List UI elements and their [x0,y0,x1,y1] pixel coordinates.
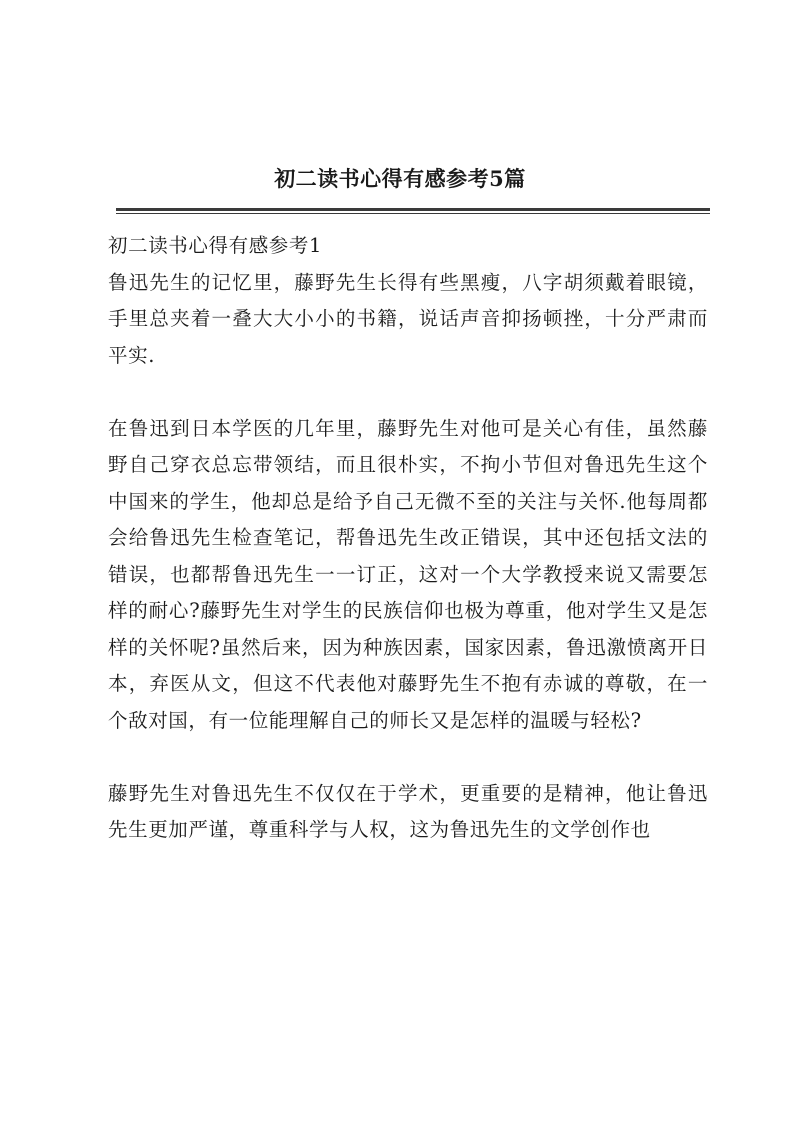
paragraph: 鲁迅先生的记忆里，藤野先生长得有些黑瘦，八字胡须戴着眼镜，手里总夹着一叠大大小小的书籍，说话声音抑扬顿挫，十分严肃而平实. [108,270,708,367]
paragraph-spacer [108,374,708,411]
paragraph: 在鲁迅到日本学医的几年里，藤野先生对他可是关心有佳，虽然藤野自己穿衣总忘带领结，而且很朴实，不拘小节但对鲁迅先生这个中国来的学生，他却总是给予自己无微不至的关注与关怀.他每周都会给鲁迅先生检查笔记，帮鲁迅先生改正错误，其中还包括文法的错误，也都帮鲁迅先生一一订正，这对一个大学教授来说又需要怎样的耐心?藤野先生对学生的民族信仰也极为尊重，他对学生又是怎样的关怀呢?虽然后来，因为种族因素，国家因素，鲁迅激愤离开日本，弃医从文，但这不代表他对藤野先生不抱有赤诚的尊敬，在一个敌对国，有一位能理解自己的师长又是怎样的温暖与轻松? [108,416,708,732]
paragraph-spacer [108,739,708,776]
document-body [108,228,708,849]
title-divider-thin [116,213,710,214]
title-divider [116,208,710,211]
section-heading: 初二读书心得有感参考1 [108,234,323,257]
document-title: 初二读书心得有感参考5篇 [274,166,526,191]
paragraph: 藤野先生对鲁迅先生不仅仅在于学术，更重要的是精神，他让鲁迅先生更加严谨，尊重科学与人权，这为鲁迅先生的文学创作也 [108,781,708,841]
